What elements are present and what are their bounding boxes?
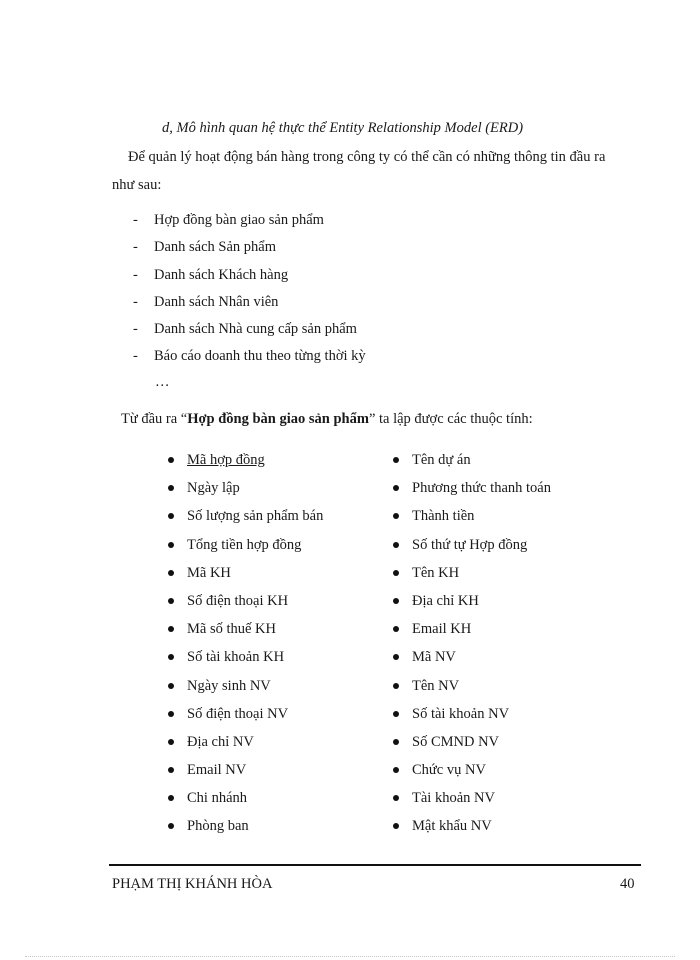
bullet-icon [393, 767, 399, 773]
attribute-list-left [166, 450, 323, 845]
attribute-item [166, 619, 323, 647]
attribute-label: Mã NV [412, 649, 456, 666]
dash-marker: - [133, 239, 138, 256]
attribute-label: Email NV [187, 762, 247, 779]
page-number: 40 [620, 876, 635, 892]
attribute-label: Địa chỉ KH [412, 592, 479, 609]
bullet-icon [168, 739, 174, 745]
attribute-item [391, 816, 551, 844]
attribute-list-right [391, 450, 551, 845]
attribute-item [391, 732, 551, 760]
bullet-icon [393, 542, 399, 548]
attribute-item [391, 591, 551, 619]
bullet-icon [168, 626, 174, 632]
attribute-label: Tên NV [412, 677, 460, 694]
dash-marker: - [133, 266, 138, 283]
attributes-intro-prefix: Từ đầu ra “ [121, 411, 188, 427]
attribute-label: Phòng ban [187, 818, 249, 835]
attribute-label: Mã KH [187, 564, 231, 581]
attribute-item [391, 478, 551, 506]
attribute-item [166, 788, 323, 816]
bullet-icon [168, 570, 174, 576]
bullet-icon [393, 513, 399, 519]
output-item-label: Danh sách Khách hàng [154, 266, 289, 283]
output-item [130, 345, 366, 372]
bullet-icon [168, 485, 174, 491]
intro-text-line-1: Để quản lý hoạt động bán hàng trong công ty có thể cần có những thông tin đầu ra [128, 149, 606, 165]
attribute-label: Ngày sinh NV [187, 677, 271, 694]
bullet-icon [168, 795, 174, 801]
dash-marker: - [133, 321, 138, 338]
bullet-icon [168, 598, 174, 604]
attribute-label: Số tài khoản NV [412, 705, 510, 722]
attribute-label: Chi nhánh [187, 790, 248, 807]
attribute-item [391, 647, 551, 675]
output-item-label: Danh sách Nhà cung cấp sản phẩm [154, 321, 357, 338]
dash-marker: - [133, 212, 138, 228]
bullet-icon [393, 654, 399, 660]
page-edge-divider [25, 956, 675, 957]
bullet-icon [393, 795, 399, 801]
footer-divider [109, 864, 641, 866]
attributes-intro-suffix: ” ta lập được các thuộc tính: [368, 411, 533, 427]
attribute-label: Số tài khoản KH [187, 649, 285, 666]
output-list [130, 209, 366, 373]
attribute-item [166, 647, 323, 675]
attribute-label: Tài khoản NV [412, 790, 495, 807]
bullet-icon [393, 683, 399, 689]
attribute-label: Số điện thoại NV [187, 705, 289, 722]
attribute-item [391, 704, 551, 732]
output-item-label: Danh sách Nhân viên [154, 293, 279, 310]
dash-marker: - [133, 348, 138, 365]
attribute-item [166, 478, 323, 506]
attributes-intro-bold: Hợp đồng bàn giao sản phẩm [187, 411, 369, 427]
attribute-item [166, 704, 323, 732]
attribute-label: Tên dự án [412, 452, 471, 468]
bullet-icon [168, 823, 174, 829]
attribute-item [391, 676, 551, 704]
attribute-label: Mã hợp đồng [187, 452, 265, 468]
attribute-label: Số lượng sản phẩm bán [187, 508, 324, 525]
attribute-item [391, 619, 551, 647]
attribute-item [166, 816, 323, 844]
attribute-label: Địa chỉ NV [187, 733, 254, 750]
output-item [130, 236, 366, 263]
output-item [130, 318, 366, 345]
attribute-item [166, 591, 323, 619]
bullet-icon [393, 570, 399, 576]
attribute-label: Thành tiền [412, 508, 475, 525]
output-item-label: Hợp đồng bàn giao sản phẩm [154, 212, 324, 228]
intro-text-line-2: như sau: [112, 177, 162, 193]
attribute-label: Mật khẩu NV [412, 818, 492, 835]
output-item [130, 264, 366, 291]
bullet-icon [393, 457, 399, 463]
footer-author: PHẠM THỊ KHÁNH HÒA [112, 876, 273, 892]
attribute-item [391, 760, 551, 788]
bullet-icon [168, 683, 174, 689]
attribute-item [391, 450, 551, 478]
attribute-label: Ngày lập [187, 480, 240, 497]
attribute-label: Mã số thuế KH [187, 621, 277, 638]
output-item [130, 209, 366, 236]
attribute-label: Tổng tiền hợp đồng [187, 536, 302, 553]
attributes-intro [121, 411, 533, 428]
attribute-item [391, 506, 551, 534]
output-item [130, 291, 366, 318]
bullet-icon [393, 598, 399, 604]
dash-marker: - [133, 293, 138, 310]
bullet-icon [393, 823, 399, 829]
attribute-label: Email KH [412, 621, 472, 638]
bullet-icon [168, 457, 174, 463]
attribute-item [391, 563, 551, 591]
attribute-item [391, 535, 551, 563]
attribute-item [166, 450, 323, 478]
attribute-label: Chức vụ NV [412, 762, 486, 779]
output-item-label: Danh sách Sản phẩm [154, 239, 277, 256]
bullet-icon [168, 542, 174, 548]
attribute-item [166, 563, 323, 591]
attribute-label: Số CMND NV [412, 733, 500, 750]
attribute-item [166, 535, 323, 563]
section-heading: d, Mô hình quan hệ thực thể Entity Relationship Model (ERD) [162, 120, 524, 136]
attribute-label: Phương thức thanh toán [412, 480, 551, 497]
bullet-icon [393, 626, 399, 632]
bullet-icon [393, 739, 399, 745]
bullet-icon [168, 654, 174, 660]
bullet-icon [393, 485, 399, 491]
attribute-item [166, 676, 323, 704]
bullet-icon [168, 513, 174, 519]
attribute-item [166, 732, 323, 760]
attribute-label: Tên KH [412, 564, 460, 581]
attribute-label: Số điện thoại KH [187, 592, 289, 609]
attribute-item [166, 506, 323, 534]
attribute-item [391, 788, 551, 816]
attribute-item [166, 760, 323, 788]
attribute-label: Số thứ tự Hợp đồng [412, 536, 528, 553]
bullet-icon [393, 711, 399, 717]
bullet-icon [168, 767, 174, 773]
bullet-icon [168, 711, 174, 717]
ellipsis: … [155, 374, 170, 390]
output-item-label: Báo cáo doanh thu theo từng thời kỳ [154, 348, 366, 365]
